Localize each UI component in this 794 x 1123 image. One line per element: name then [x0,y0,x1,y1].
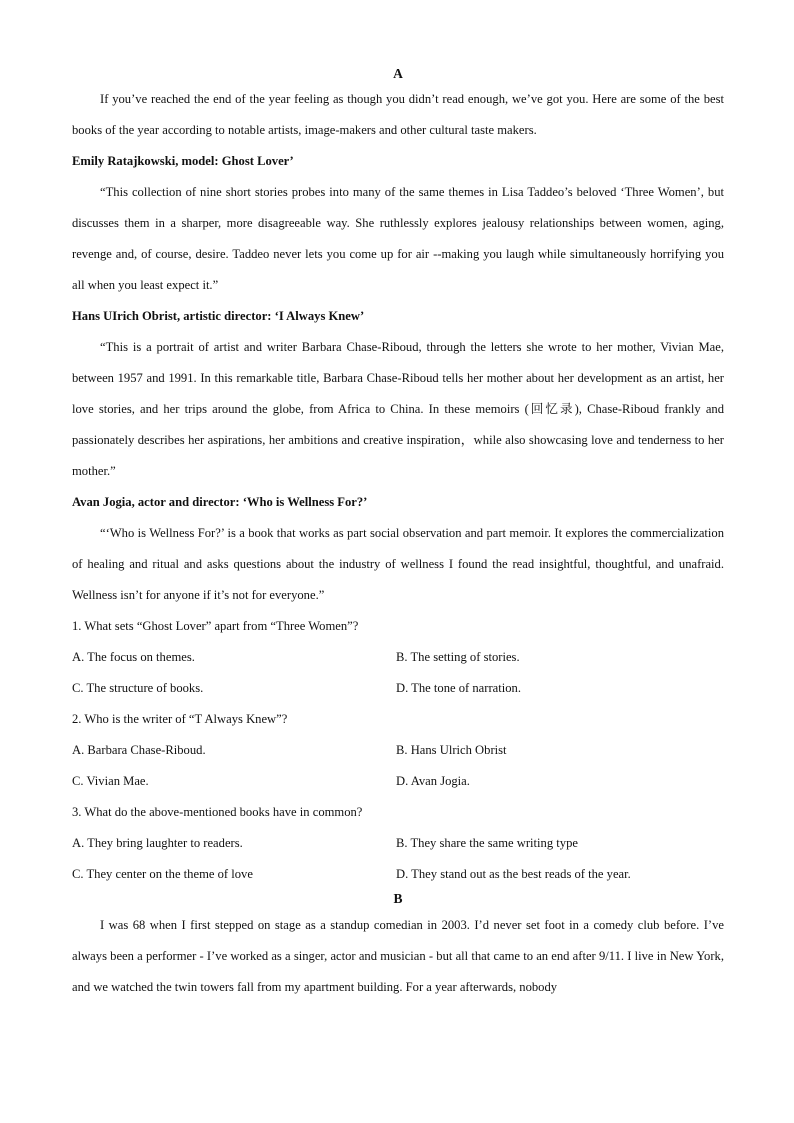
question-1-option-a: A. The focus on themes. [72,650,195,664]
question-2-option-a: A. Barbara Chase-Riboud. [72,743,206,757]
question-3-stem: 3. What do the above-mentioned books have in common? [72,805,363,819]
question-2-option-d: D. Avan Jogia. [396,774,470,788]
question-2 [72,704,724,797]
section-b-text: I was 68 when I first stepped on stage as a standup comedian in 2003. I’d never set foot in a comedy club before. I’ve always been a performer - I’ve worked as a singer, actor and musician - but all that came to an end after 9/11. I live in New York, and we watched the twin towers fall from my apartment building. For a year afterwards, nobody [72,918,724,994]
entry-1-text: “This collection of nine short stories probes into many of the same themes in Lisa Taddeo’s beloved ‘Three Women’, but discusses them in a sharper, more disagreeable way. She ruthlessly explores jealousy relationships between women, aging, revenge and, of course, desire. Taddeo never lets you come up for air --making you laugh while simultaneously horrifying you all when you least expect it.” [72,185,724,292]
question-1-stem: 1. What sets “Ghost Lover” apart from “Three Women”? [72,619,359,633]
question-1-options [72,642,724,704]
question-3-option-c: C. They center on the theme of love [72,867,253,881]
entry-3-text: “‘Who is Wellness For?’ is a book that works as part social observation and part memoir. It explores the commercialization of healing and ritual and asks questions about the industry of wellness I found the read insightful, thoughtful, and unafraid. Wellness isn’t for anyone if it’s not for everyone.” [72,526,724,602]
question-2-option-b: B. Hans Ulrich Obrist [396,743,507,757]
question-3 [72,797,724,890]
question-2-stem: 2. Who is the writer of “T Always Knew”? [72,712,288,726]
entry-1-heading: Emily Ratajkowski, model: Ghost Lover’ [72,154,294,168]
section-a-letter: A [393,66,403,81]
section-a [72,64,724,890]
question-1-option-d: D. The tone of narration. [396,681,521,695]
question-3-option-b: B. They share the same writing type [396,836,578,850]
entry-2-heading: Hans UIrich Obrist, artistic director: ‘I Always Knew’ [72,309,365,323]
question-3-option-a: A. They bring laughter to readers. [72,836,243,850]
entry-3-heading: Avan Jogia, actor and director: ‘Who is Wellness For?’ [72,495,368,509]
question-3-option-d: D. They stand out as the best reads of the year. [396,867,631,881]
section-b-letter: B [393,891,403,906]
question-3-options [72,828,724,890]
question-1-option-b: B. The setting of stories. [396,650,520,664]
question-1 [72,611,724,704]
entry-2-text: “This is a portrait of artist and writer Barbara Chase-Riboud, through the letters she wrote to her mother, Vivian Mae, between 1957 and 1991. In this remarkable title, Barbara Chase-Riboud tells her mother about her development as an artist, her love stories, and her trips around the globe, from Africa to China. In these memoirs (回忆录), Chase-Riboud frankly and passionately describes her aspirations, her ambitions and creative inspiration，while also showcasing love and tenderness to her mother.” [72,340,724,478]
section-b [72,888,724,1003]
section-a-intro: If you’ve reached the end of the year feeling as though you didn’t read enough, we’ve got you. Here are some of the best books of the year according to notable artists, image-makers and other cultural taste makers. [72,92,724,137]
question-1-option-c: C. The structure of books. [72,681,204,695]
question-2-option-c: C. Vivian Mae. [72,774,149,788]
question-2-options [72,735,724,797]
